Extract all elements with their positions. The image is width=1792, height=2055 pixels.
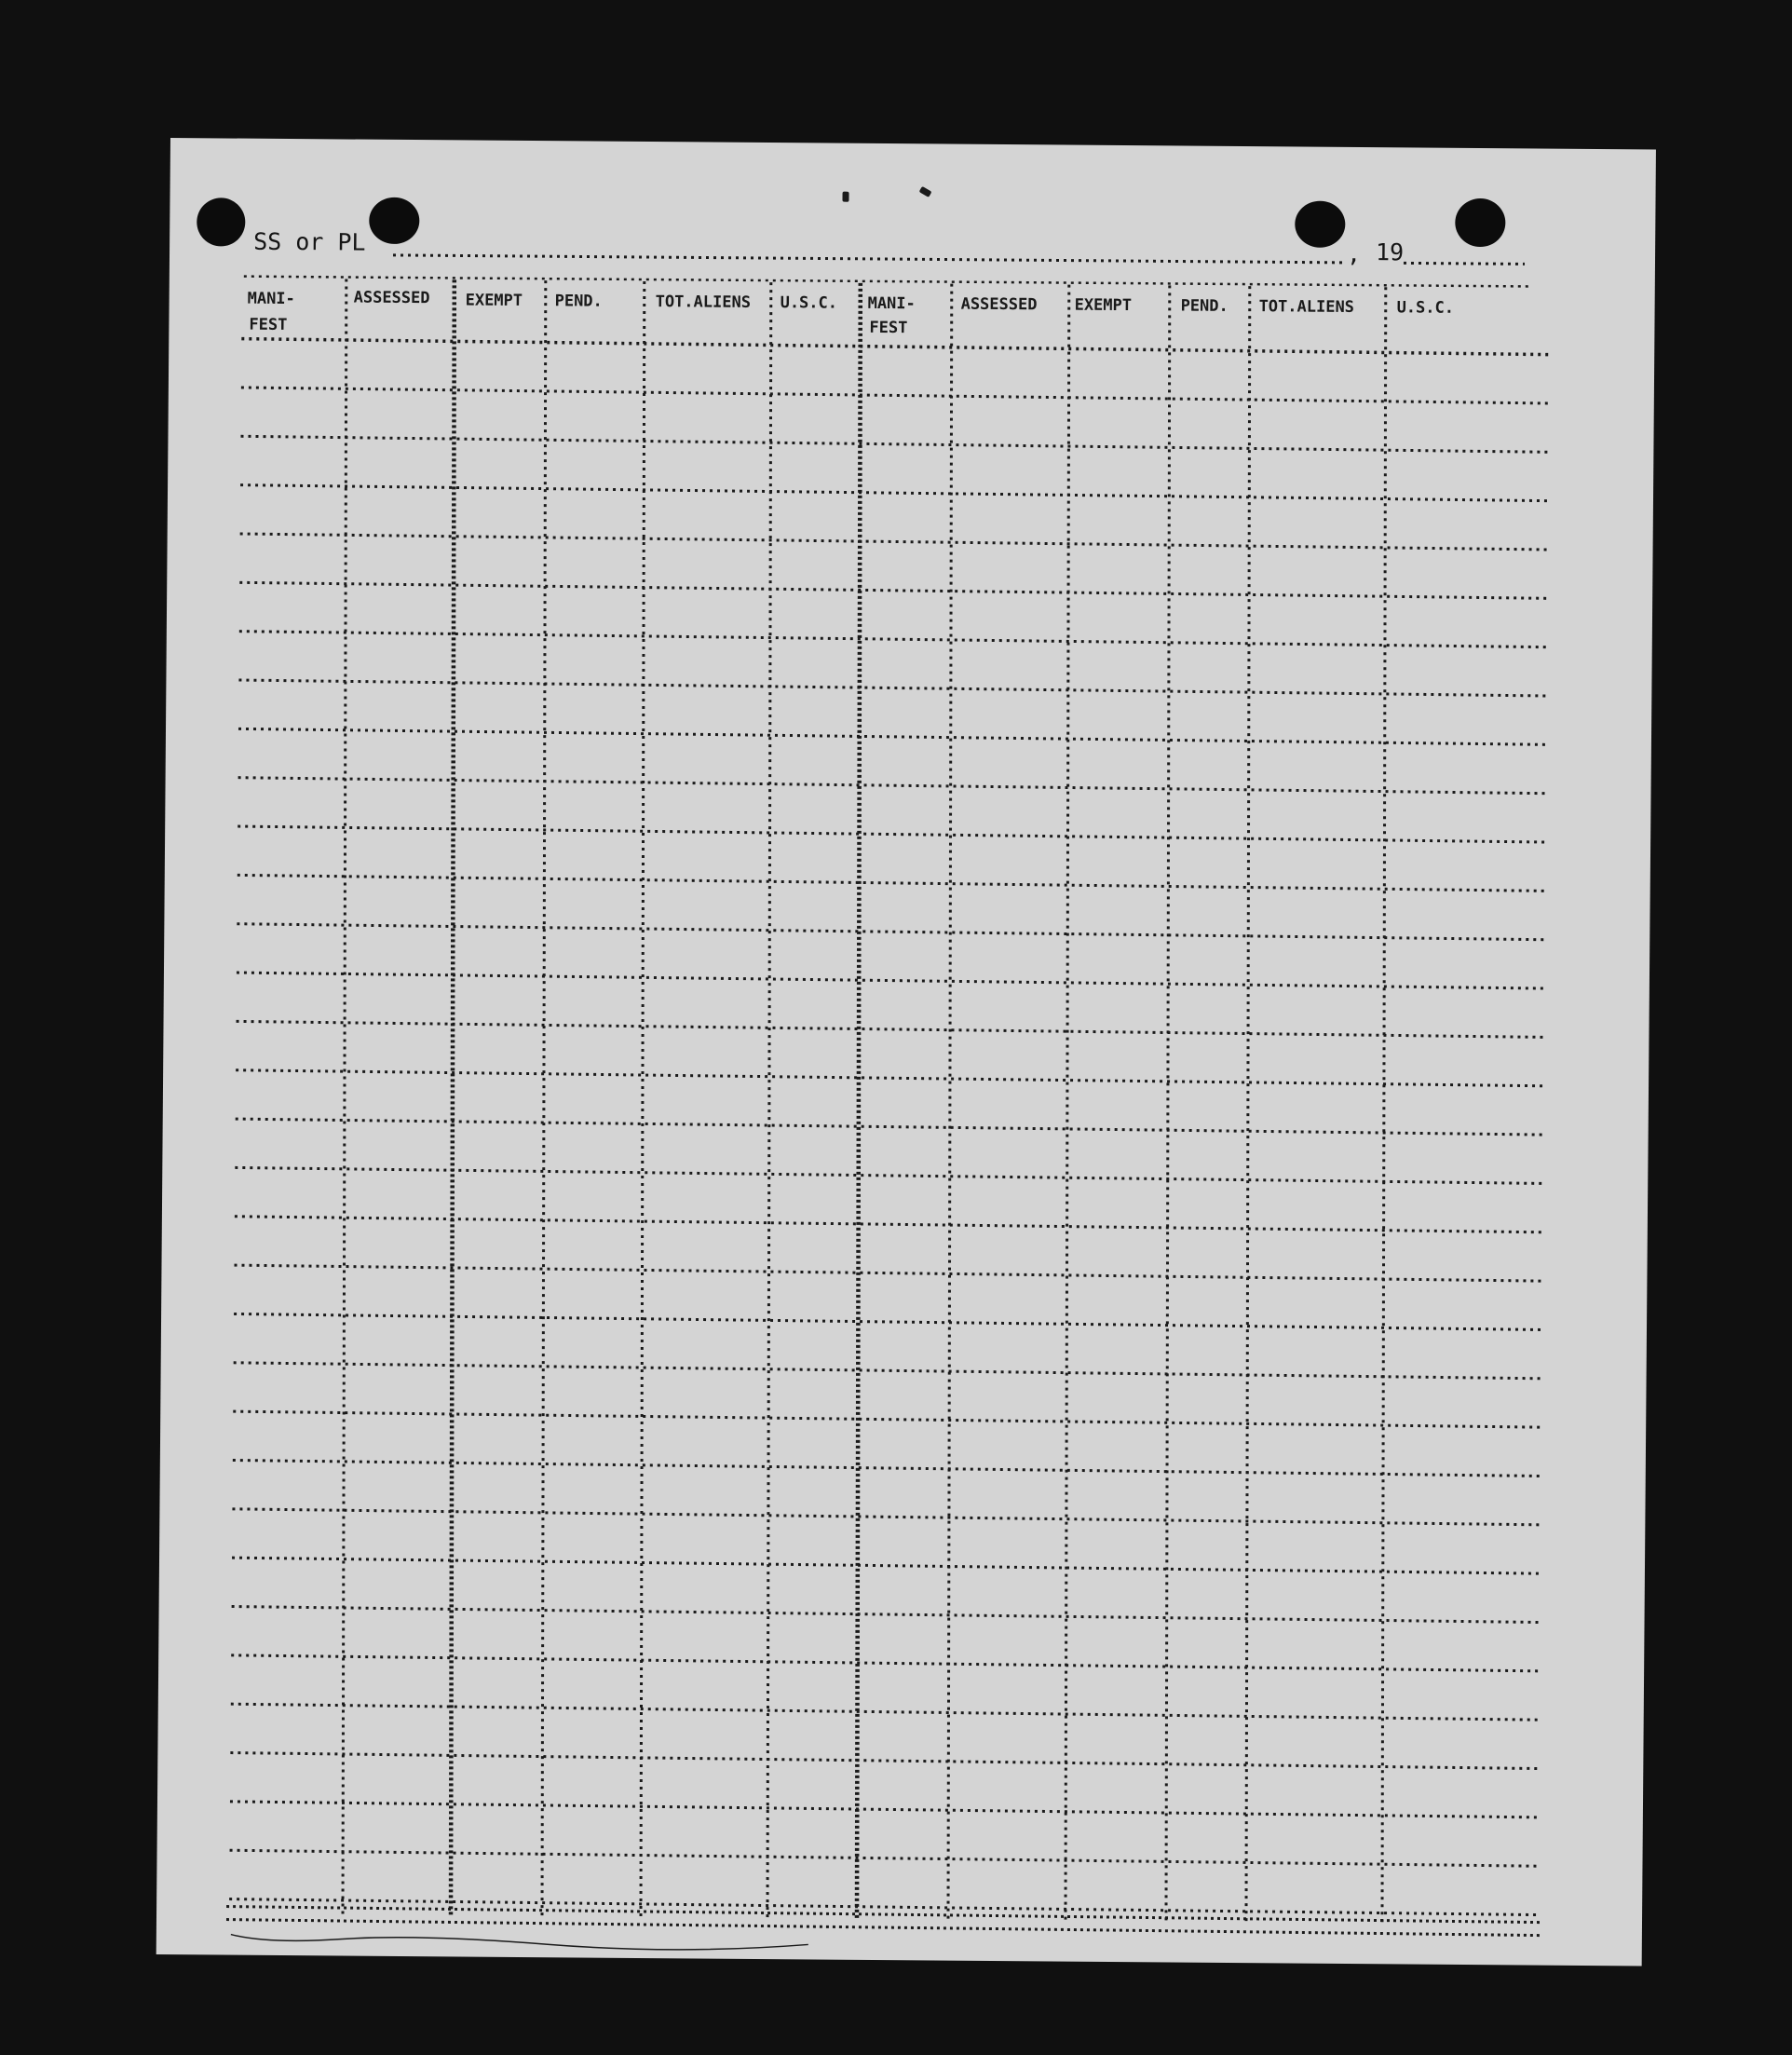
form-grid (156, 138, 1656, 1966)
row-rule-10 (238, 778, 1549, 794)
column-divider-11 (1373, 287, 1395, 1925)
column-divider-3 (533, 280, 555, 1918)
row-rule-30 (230, 1753, 1541, 1769)
row-rule-20 (234, 1265, 1544, 1281)
column-divider-2 (441, 279, 464, 1917)
row-rule-14 (237, 973, 1547, 988)
row-rule-13 (237, 924, 1547, 940)
row-rule-31 (230, 1802, 1541, 1817)
column-divider-8 (1056, 285, 1079, 1923)
row-rule-5 (240, 534, 1551, 550)
header-left-manifest-line1: MANI- (247, 289, 295, 309)
column-divider-1 (333, 279, 356, 1916)
form-sheet (156, 138, 1656, 1966)
row-rule-8 (238, 680, 1549, 696)
row-rule-15 (237, 1021, 1547, 1037)
row-rule-27 (232, 1607, 1542, 1623)
header-right-exempt: EXEMPT (1074, 295, 1133, 316)
row-rule-17 (236, 1119, 1546, 1135)
row-rule-25 (232, 1509, 1542, 1525)
row-rule-21 (234, 1313, 1544, 1329)
year-prefix: 19 (1375, 238, 1405, 266)
column-divider-9 (1157, 285, 1179, 1923)
column-divider-7 (939, 284, 961, 1922)
header-left-pend: PEND. (554, 292, 603, 311)
row-rule-1 (241, 339, 1552, 355)
vessel-name-leader (393, 255, 1343, 263)
row-rule-9 (238, 728, 1549, 744)
row-rule-12 (238, 875, 1548, 891)
row-rule-29 (231, 1704, 1541, 1720)
row-rule-19 (235, 1217, 1545, 1232)
header-left-usc: U.S.C. (780, 293, 838, 313)
row-rule-23 (233, 1411, 1543, 1427)
header-right-pend: PEND. (1180, 296, 1229, 316)
header-top-rule (244, 277, 1529, 287)
header-right-assessed: ASSESSED (960, 294, 1038, 315)
column-divider-4 (631, 281, 654, 1919)
date-comma: , (1346, 239, 1362, 268)
row-rule-22 (234, 1363, 1544, 1379)
row-rule-3 (240, 436, 1551, 452)
row-rule-28 (231, 1655, 1541, 1671)
row-rule-33 (229, 1899, 1540, 1915)
header-right-manifest-line1: MANI- (867, 293, 916, 314)
header-right-manifest-line2: FEST (869, 318, 908, 338)
header-left-manifest-line2: FEST (249, 315, 288, 334)
header-left-exempt: EXEMPT (465, 291, 523, 310)
header-right-tot-aliens: TOT.ALIENS (1258, 297, 1355, 317)
vessel-label: SS or PL (253, 227, 366, 256)
bottom-rule-1 (226, 1907, 1542, 1923)
bottom-rule-2 (226, 1920, 1542, 1936)
row-rule-11 (238, 826, 1548, 842)
row-rule-6 (239, 582, 1550, 598)
row-rule-32 (230, 1850, 1541, 1866)
row-rule-7 (239, 632, 1550, 647)
row-rule-2 (241, 388, 1552, 403)
header-left-assessed: ASSESSED (353, 288, 430, 308)
bottom-edge-rule (231, 1935, 808, 1951)
row-rule-18 (235, 1167, 1545, 1183)
column-divider-5 (758, 282, 781, 1920)
column-divider-6 (848, 283, 870, 1921)
year-leader (1404, 263, 1525, 264)
row-rule-26 (232, 1558, 1542, 1573)
row-rule-4 (240, 485, 1551, 501)
column-divider-10 (1237, 286, 1259, 1924)
header-right-usc: U.S.C. (1396, 298, 1455, 318)
row-rule-16 (236, 1070, 1546, 1086)
row-rule-24 (233, 1460, 1543, 1476)
header-left-tot-aliens: TOT.ALIENS (655, 293, 752, 312)
